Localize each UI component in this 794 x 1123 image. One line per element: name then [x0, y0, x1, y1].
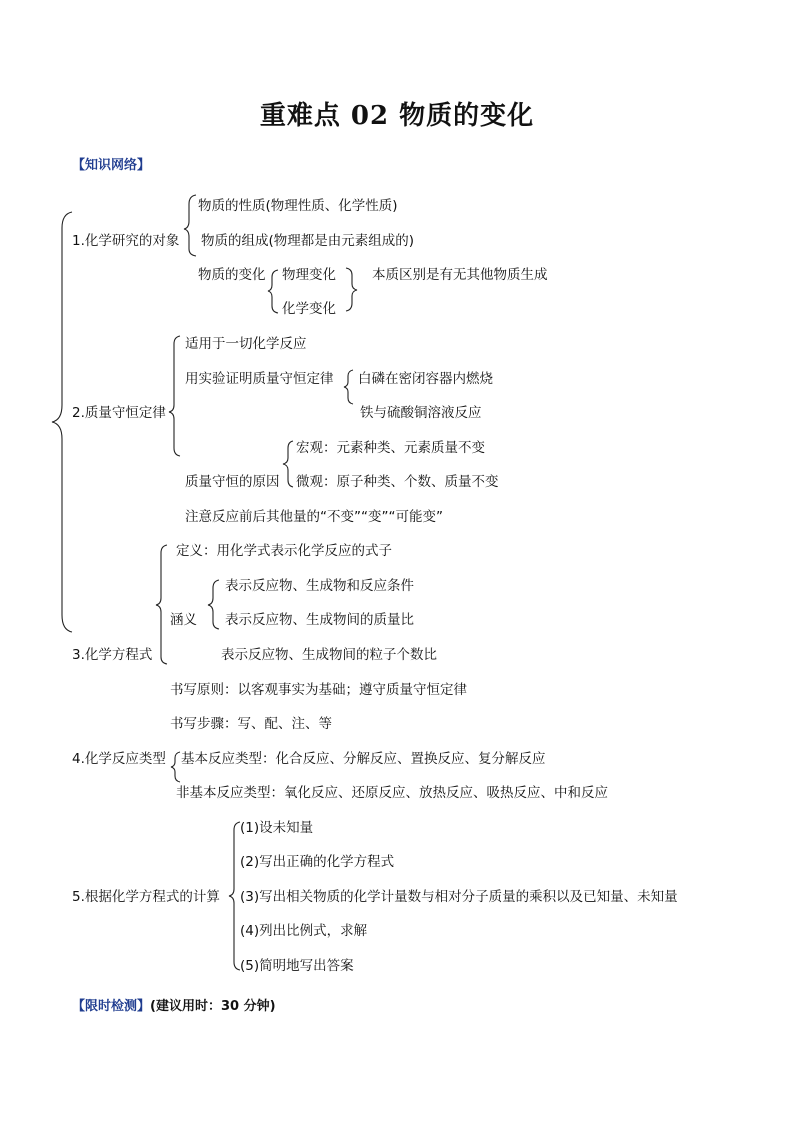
s1-essence: 本质区别是有无其他物质生成 — [372, 267, 548, 283]
section-heading-knowledge-network: 【知识网络】 — [72, 158, 151, 173]
exp-brace — [344, 370, 353, 404]
s2-brace — [169, 336, 180, 456]
s2-exp1: 白磷在密闭容器内燃烧 — [358, 371, 493, 387]
s5-step-2: (2)写出正确的化学方程式 — [240, 854, 395, 870]
s3-brace — [156, 545, 167, 664]
s2-verify: 用实验证明质量守恒定律 — [185, 371, 334, 387]
reason-brace — [283, 441, 293, 487]
s4-nonbasic: 非基本反应类型：氧化反应、还原反应、放热反应、吸热反应、中和反应 — [176, 785, 608, 801]
s2-micro: 微观：原子种类、个数、质量不变 — [296, 474, 499, 490]
s5-step-4: (4)列出比例式，求解 — [240, 923, 368, 939]
s4-label: 4.化学反应类型 — [72, 751, 166, 767]
s1-properties: 物质的性质(物理性质、化学性质) — [198, 198, 398, 214]
timed-test-label: 【限时检测】 — [72, 999, 151, 1014]
s5-label: 5.根据化学方程式的计算 — [72, 889, 220, 905]
s1-change-label: 物质的变化 — [198, 267, 266, 283]
s5-step-3: (3)写出相关物质的化学计量数与相对分子质量的乘积以及已知量、未知量 — [240, 889, 678, 905]
outer-brace — [52, 212, 72, 632]
page-title: 重难点 02 物质的变化 — [259, 101, 535, 131]
s3-definition: 定义：用化学式表示化学反应的式子 — [176, 543, 392, 559]
s4-brace — [171, 752, 180, 782]
s2-applies: 适用于一切化学反应 — [185, 336, 307, 352]
s5-step-5: (5)简明地写出答案 — [240, 958, 354, 974]
s3-meaning-1: 表示反应物、生成物和反应条件 — [225, 578, 414, 594]
s2-exp2: 铁与硫酸铜溶液反应 — [360, 405, 482, 421]
section-heading-timed-test — [72, 999, 276, 1015]
essence-brace — [346, 268, 357, 311]
s5-step-1: (1)设未知量 — [240, 820, 314, 836]
s1-chemical: 化学变化 — [282, 301, 336, 317]
s1-composition: 物质的组成(物理都是由元素组成的) — [201, 233, 415, 249]
s3-meaning-2: 表示反应物、生成物间的质量比 — [225, 612, 414, 628]
s1-physical: 物理变化 — [282, 267, 336, 283]
s1-brace — [184, 195, 196, 256]
timed-test-note: (建议用时：30 分钟) — [150, 999, 276, 1014]
s2-reason: 质量守恒的原因 — [185, 474, 280, 490]
s4-basic: 基本反应类型：化合反应、分解反应、置换反应、复分解反应 — [181, 751, 546, 767]
s3-principle: 书写原则：以客观事实为基础；遵守质量守恒定律 — [170, 682, 467, 698]
meaning-brace — [208, 580, 219, 629]
s2-macro: 宏观：元素种类、元素质量不变 — [296, 440, 485, 456]
s3-meaning-3: 表示反应物、生成物间的粒子个数比 — [221, 647, 437, 663]
s3-steps: 书写步骤：写、配、注、等 — [170, 716, 332, 732]
s5-brace — [229, 822, 240, 970]
s2-attention: 注意反应前后其他量的“不变”“变”“可能变” — [185, 509, 443, 525]
s2-label: 2.质量守恒定律 — [72, 405, 166, 421]
s3-meaning: 涵义 — [170, 612, 197, 628]
s3-label: 3.化学方程式 — [72, 647, 153, 663]
s1-label: 1.化学研究的对象 — [72, 233, 180, 249]
change-brace — [268, 270, 278, 313]
